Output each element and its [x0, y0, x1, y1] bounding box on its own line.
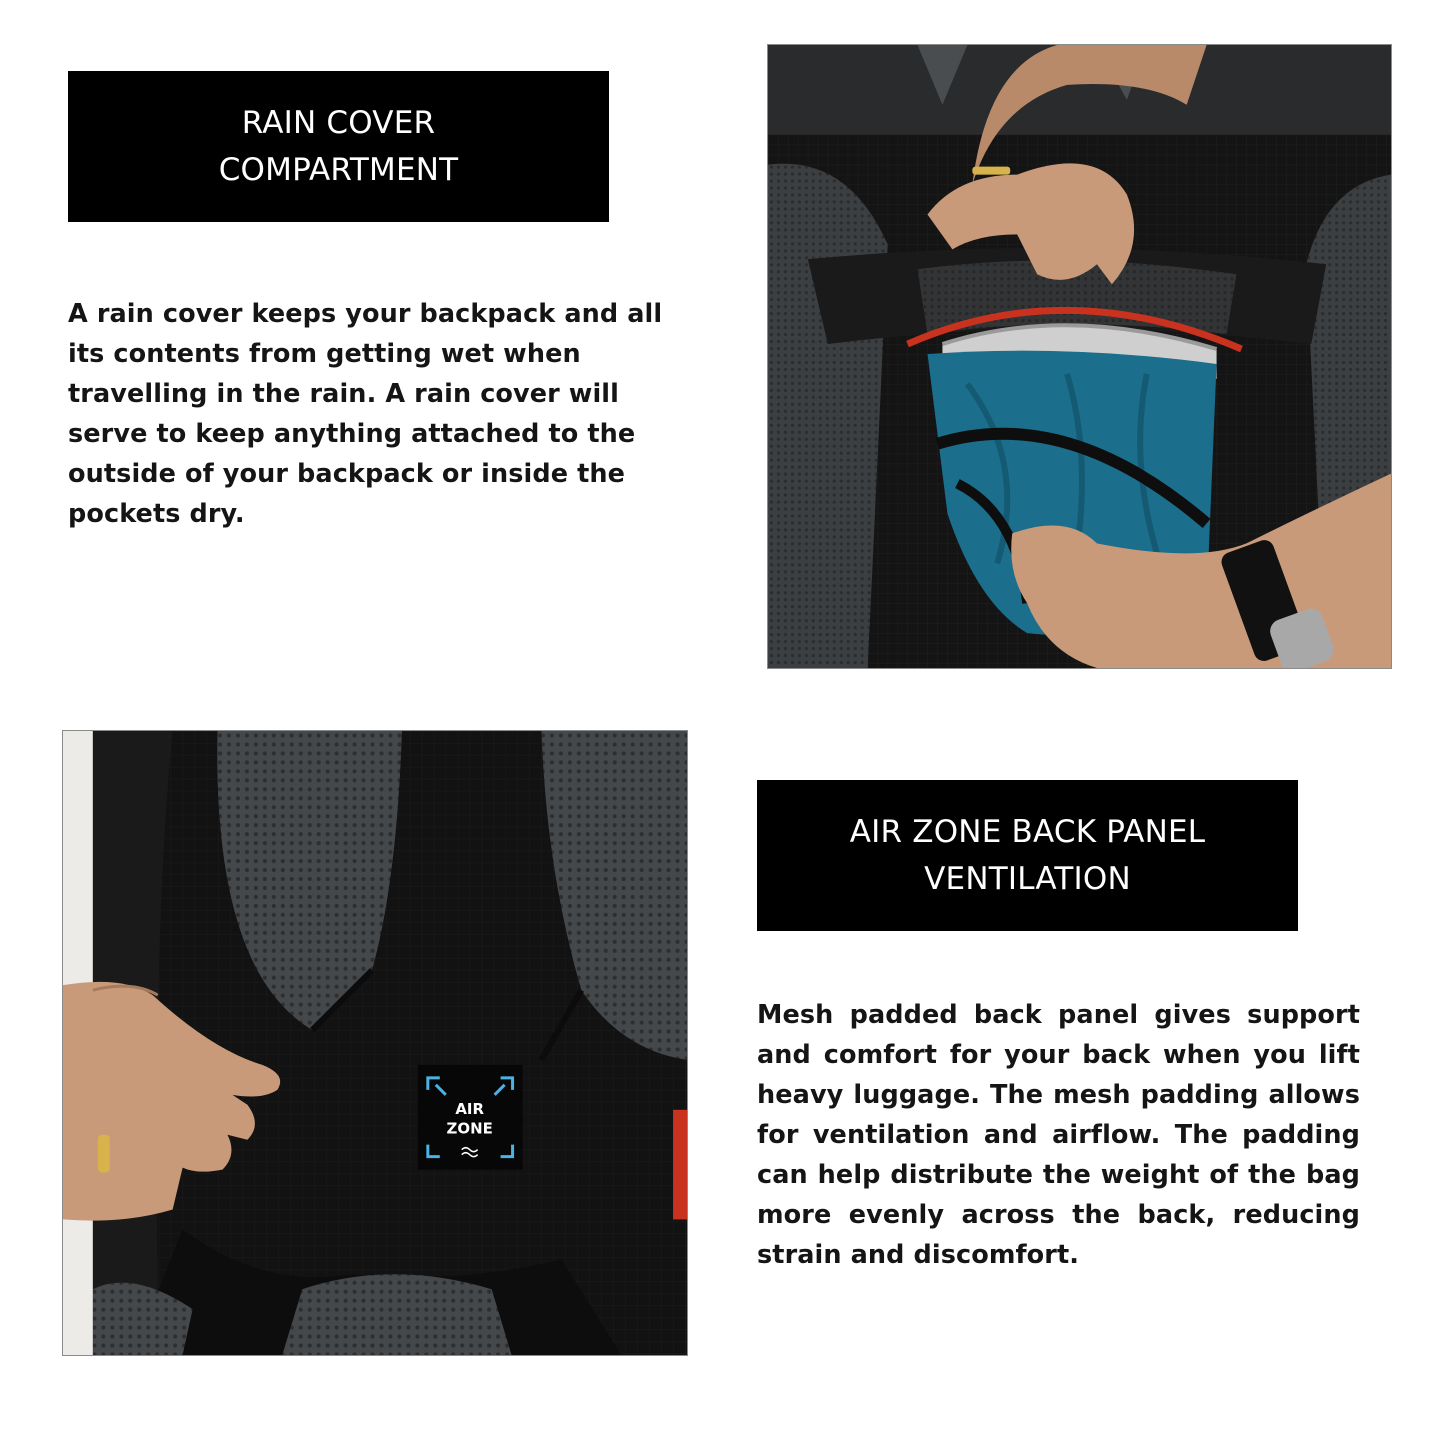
rain-cover-title-box [68, 71, 609, 222]
air-zone-badge-line1: AIR [455, 1099, 485, 1118]
rain-cover-title-line1: RAIN COVER [241, 104, 436, 141]
back-panel-photo [62, 730, 688, 1356]
air-zone-title-box [757, 780, 1298, 931]
air-zone-badge [418, 1065, 523, 1170]
air-zone-description: Mesh padded back panel gives support and comfort for your back when you lift heavy luggage. The mesh padding allows for ventilation and airflow. The padding can help distribute the weight of the bag more evenly across the back, reducing strain and discomfort. [757, 1000, 1360, 1270]
air-zone-badge-line2: ZONE [446, 1119, 493, 1138]
air-zone-title-line1: AIR ZONE BACK PANEL [849, 813, 1206, 850]
rain-cover-title-line2: COMPARTMENT [218, 151, 459, 188]
rain-cover-description: A rain cover keeps your backpack and all its contents from getting wet when travelling in the rain. A rain cover will serve to keep anything attached to the outside of your backpack or inside the pockets dry. [68, 299, 663, 529]
rain-cover-photo [767, 44, 1392, 669]
air-zone-title-line2: VENTILATION [924, 860, 1131, 897]
